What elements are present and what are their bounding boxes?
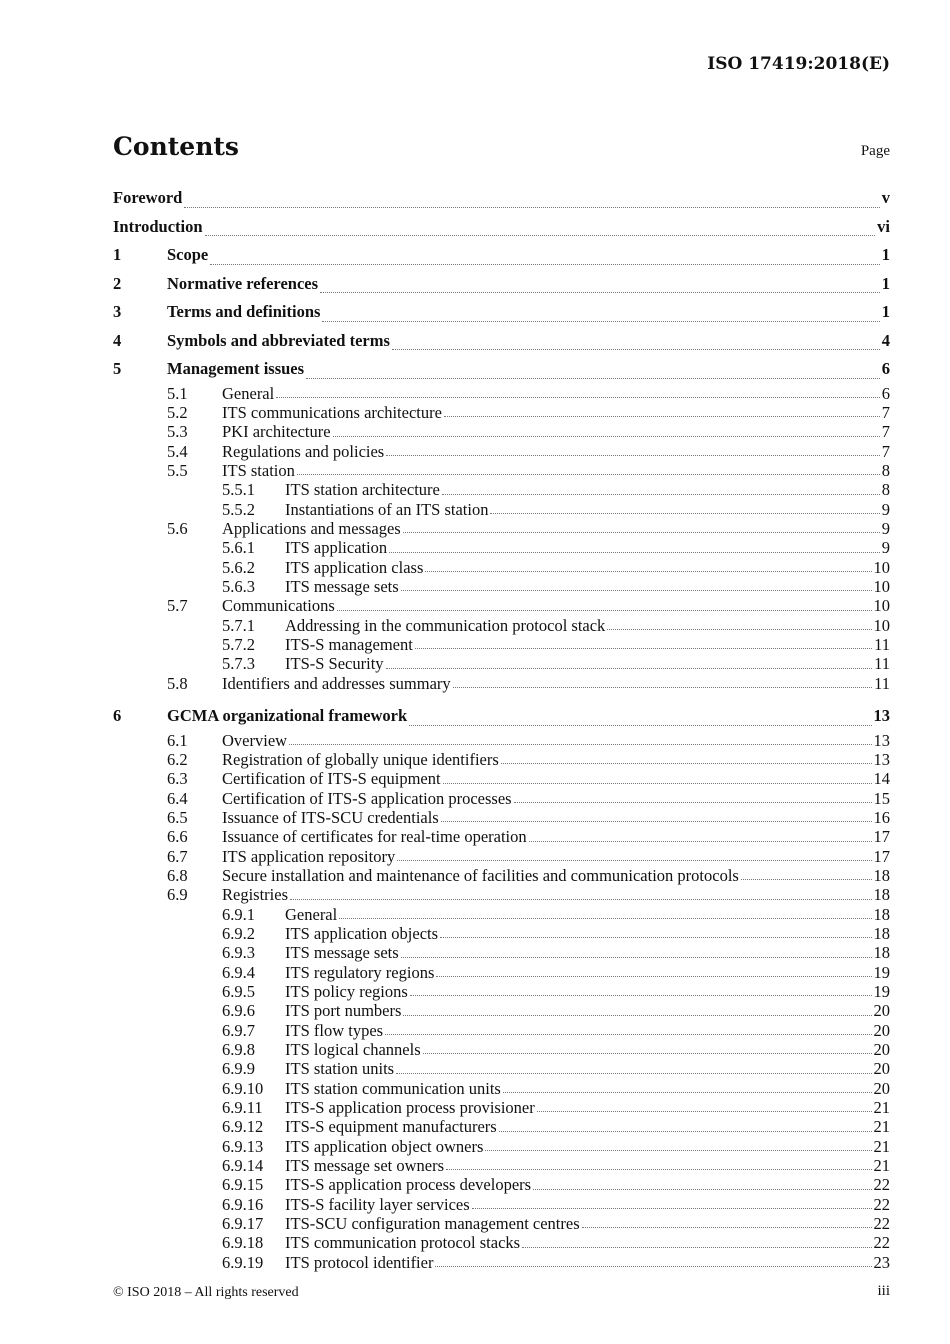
toc-entry-page[interactable]: 13 [873, 749, 890, 769]
toc-entry-page[interactable]: 16 [873, 807, 890, 827]
toc-entry[interactable] [113, 355, 890, 384]
toc-entry-page[interactable]: 1 [881, 245, 890, 264]
dot-leader [333, 430, 880, 437]
dot-leader [297, 468, 880, 475]
toc-entry-number: 6.9.9 [222, 1059, 255, 1079]
toc-entry-page[interactable]: 7 [881, 402, 890, 422]
toc-entry-number: 6.9.11 [222, 1098, 263, 1118]
toc-entry-title[interactable]: ITS-S equipment manufacturers [285, 1117, 497, 1137]
toc-entry-title[interactable]: Overview [222, 730, 288, 750]
toc-entry-title[interactable]: Terms and definitions [167, 302, 321, 321]
dot-leader [472, 1202, 872, 1209]
toc-entry-page[interactable]: 15 [873, 788, 890, 808]
toc-entry-number: 6.9.1 [222, 904, 255, 924]
dot-leader [514, 796, 872, 803]
toc-entry[interactable] [113, 1195, 890, 1214]
toc-entry-number: 6.9.19 [222, 1252, 264, 1272]
toc-entry-number: 6.9.17 [222, 1214, 264, 1234]
dot-leader [441, 815, 872, 822]
toc-entry[interactable] [113, 847, 890, 866]
dot-leader [537, 1105, 872, 1112]
toc-entry-number: 6.9.13 [222, 1136, 264, 1156]
toc-entry[interactable] [113, 596, 890, 615]
toc-entry[interactable] [113, 769, 890, 788]
toc-entry[interactable] [113, 213, 890, 242]
dot-leader [337, 604, 872, 611]
toc-entry[interactable] [113, 327, 890, 356]
toc-entry-number: 1 [113, 245, 122, 264]
toc-entry-title[interactable]: ITS application object owners [285, 1136, 484, 1156]
toc-entry-title[interactable]: Issuance of certificates for real-time operation [222, 827, 527, 847]
toc-entry[interactable] [113, 789, 890, 808]
dot-leader [386, 662, 873, 669]
toc-entry[interactable] [113, 1021, 890, 1040]
toc-entry[interactable] [113, 885, 890, 904]
toc-entry-title[interactable]: ITS-S application process developers [285, 1175, 532, 1195]
toc-entry-title[interactable]: ITS communications architecture [222, 402, 442, 422]
dot-leader [401, 951, 872, 958]
dot-leader [741, 873, 872, 880]
toc-entry-title[interactable]: ITS logical channels [285, 1040, 421, 1059]
toc-entry-page[interactable]: 13 [873, 706, 890, 725]
toc-entry-number: 5.6.1 [222, 538, 255, 558]
toc-entry-title[interactable]: ITS application objects [285, 923, 439, 943]
toc-entry-title[interactable]: ITS application repository [222, 846, 396, 866]
toc-entry-title[interactable]: Management issues [167, 359, 305, 378]
toc-entry-page[interactable]: 22 [873, 1214, 890, 1234]
toc-entry[interactable] [113, 1079, 890, 1098]
dot-leader [501, 757, 872, 764]
dot-leader [386, 449, 880, 456]
toc-entry-page[interactable]: 22 [873, 1175, 890, 1195]
toc-entry-page[interactable]: 14 [873, 769, 890, 789]
toc-entry-title[interactable]: ITS flow types [285, 1020, 384, 1040]
toc-entry-number: 5.5.1 [222, 480, 255, 500]
page-number: iii [877, 1283, 890, 1299]
toc-entry[interactable] [113, 808, 890, 827]
toc-entry-page[interactable]: vi [877, 216, 890, 236]
toc-entry-title[interactable]: ITS station units [285, 1059, 395, 1079]
toc-entry-number: 6.9.5 [222, 981, 255, 1001]
toc-entry-page[interactable]: 1 [881, 302, 890, 321]
toc-entry-title[interactable]: Certification of ITS-S application processes [222, 788, 512, 808]
toc-entry-title[interactable]: ITS-S management [285, 634, 413, 654]
dot-leader [435, 1260, 871, 1267]
toc-entry[interactable] [113, 519, 890, 538]
toc-entry-title[interactable]: ITS application [285, 538, 388, 558]
toc-entry-number: 6.9.14 [222, 1156, 264, 1176]
toc-entry-number: 6.9.16 [222, 1194, 264, 1214]
toc-entry[interactable] [113, 558, 890, 577]
toc-entry-page[interactable]: 18 [873, 885, 890, 905]
dot-leader [403, 1009, 871, 1016]
toc-entry[interactable] [113, 1175, 890, 1194]
dot-leader [205, 229, 876, 236]
toc-entry-title[interactable]: Normative references [167, 273, 319, 293]
toc-entry[interactable] [113, 827, 890, 846]
dot-leader [184, 201, 879, 208]
toc-entry-number: 6.2 [167, 749, 188, 769]
toc-entry-page[interactable]: 6 [881, 383, 890, 403]
toc-entry-title[interactable]: PKI architecture [222, 422, 331, 442]
toc-entry-page[interactable]: 21 [873, 1156, 890, 1176]
dot-leader [385, 1028, 871, 1035]
toc-entry[interactable] [113, 1117, 890, 1136]
toc-entry-number: 6.9.10 [222, 1078, 264, 1098]
toc-entry-page[interactable]: 23 [873, 1252, 890, 1272]
dot-leader [425, 565, 871, 572]
toc-entry-page[interactable]: 11 [874, 634, 890, 654]
toc-entry-number: 3 [113, 302, 122, 321]
toc-entry-number: 6.9.12 [222, 1117, 264, 1137]
toc-entry-number: 5.4 [167, 441, 188, 461]
dot-leader [306, 372, 880, 379]
toc-entry-title[interactable]: ITS policy regions [285, 981, 408, 1001]
toc-entry-page[interactable]: 22 [873, 1233, 890, 1253]
toc-entry[interactable] [113, 422, 890, 441]
table-of-contents [113, 184, 890, 1272]
toc-entry[interactable] [113, 538, 890, 557]
dot-leader [443, 777, 872, 784]
toc-entry[interactable] [113, 866, 890, 885]
document-id: ISO 17419:2018(E) [707, 54, 890, 74]
page-column-label: Page [860, 143, 890, 159]
toc-entry-page[interactable]: 21 [873, 1136, 890, 1156]
toc-entry-title[interactable]: Issuance of ITS-SCU credentials [222, 807, 439, 827]
toc-entry-number: 5 [113, 359, 122, 378]
toc-entry[interactable] [113, 1059, 890, 1078]
toc-entry-title[interactable]: Applications and messages [222, 518, 401, 538]
toc-entry[interactable] [113, 963, 890, 982]
toc-entry[interactable] [113, 905, 890, 924]
toc-entry-title[interactable]: Addressing in the communication protocol stack [285, 615, 606, 635]
dot-leader [453, 681, 872, 688]
toc-entry-title[interactable]: ITS port numbers [285, 1001, 402, 1021]
toc-entry[interactable] [113, 943, 890, 962]
toc-entry[interactable] [113, 480, 890, 499]
toc-entry-number: 5.5.2 [222, 499, 255, 519]
toc-entry-title[interactable]: ITS regulatory regions [285, 962, 435, 982]
dot-leader [607, 623, 871, 630]
toc-entry-title[interactable]: ITS message set owners [285, 1156, 445, 1176]
dot-leader [440, 931, 871, 938]
toc-entry-page[interactable]: 21 [873, 1098, 890, 1118]
dot-leader [529, 835, 872, 842]
dot-leader [522, 1241, 871, 1248]
toc-entry-page[interactable]: 7 [881, 422, 890, 442]
toc-entry-title[interactable]: ITS-S Security [285, 654, 384, 674]
dot-leader [403, 526, 880, 533]
toc-entry[interactable] [113, 1137, 890, 1156]
dot-leader [503, 1086, 872, 1093]
toc-entry[interactable] [113, 577, 890, 596]
toc-entry-page[interactable]: 8 [881, 460, 890, 480]
toc-entry-page[interactable]: 9 [881, 538, 890, 558]
toc-entry-page[interactable]: 19 [873, 981, 890, 1001]
toc-entry-title[interactable]: Instantiations of an ITS station [285, 499, 489, 519]
toc-entry-page[interactable]: 19 [873, 962, 890, 982]
dot-leader [290, 893, 872, 900]
toc-entry[interactable] [113, 1156, 890, 1175]
toc-entry-page[interactable]: 10 [873, 596, 890, 616]
toc-entry-number: 6.4 [167, 788, 188, 808]
toc-entry-title[interactable]: ITS-SCU configuration management centres [285, 1214, 580, 1234]
dot-leader [322, 315, 879, 322]
toc-entry-page[interactable]: 7 [881, 441, 890, 461]
toc-entry-number: 5.3 [167, 422, 188, 442]
dot-leader [397, 854, 871, 861]
toc-entry-number: 6.9.6 [222, 1001, 255, 1021]
dot-leader [415, 642, 872, 649]
toc-entry-page[interactable]: 20 [873, 1059, 890, 1079]
toc-entry-title[interactable]: Identifiers and addresses summary [222, 673, 451, 693]
dot-leader [320, 286, 880, 293]
toc-entry-title[interactable]: Secure installation and maintenance of facilities and communication protocols [222, 865, 739, 885]
toc-entry-page[interactable]: 10 [873, 615, 890, 635]
toc-entry[interactable] [113, 1214, 890, 1233]
toc-entry-page[interactable]: 9 [881, 499, 890, 519]
toc-entry-page[interactable]: v [881, 188, 890, 207]
toc-entry-number: 5.7.2 [222, 634, 255, 654]
toc-entry-number: 5.8 [167, 673, 188, 693]
toc-entry[interactable] [113, 750, 890, 769]
dot-leader [410, 989, 872, 996]
toc-entry[interactable] [113, 442, 890, 461]
toc-entry-page[interactable]: 20 [873, 1020, 890, 1040]
toc-entry-title[interactable]: ITS protocol identifier [285, 1252, 434, 1272]
copyright-notice: © ISO 2018 – All rights reserved [113, 1285, 299, 1300]
toc-entry-title[interactable]: Certification of ITS-S equipment [222, 769, 441, 789]
dot-leader [389, 546, 880, 553]
toc-entry[interactable] [113, 1233, 890, 1252]
toc-entry-title[interactable]: Introduction [113, 216, 203, 236]
toc-entry-title[interactable]: ITS application class [285, 557, 424, 577]
toc-entry-page[interactable]: 10 [873, 576, 890, 596]
toc-entry[interactable] [113, 635, 890, 654]
toc-entry-page[interactable]: 20 [873, 1040, 890, 1059]
toc-entry-number: 6.9.4 [222, 962, 255, 982]
toc-entry-title[interactable]: Communications [222, 596, 335, 616]
toc-entry[interactable] [113, 384, 890, 403]
toc-entry-number: 6.9.8 [222, 1040, 255, 1059]
toc-entry-number: 5.6.3 [222, 576, 255, 596]
toc-entry-number: 5.1 [167, 383, 188, 403]
toc-entry-number: 6.7 [167, 846, 188, 866]
dot-leader [490, 507, 879, 514]
dot-leader [436, 970, 871, 977]
toc-entry-title[interactable]: ITS-S application process provisioner [285, 1098, 535, 1118]
toc-entry-number: 6.9.7 [222, 1020, 255, 1040]
toc-entry-title[interactable]: General [222, 383, 275, 403]
contents-title: Contents [113, 132, 240, 161]
toc-entry-number: 5.6.2 [222, 557, 255, 577]
toc-entry-title[interactable]: General [285, 904, 338, 924]
toc-entry-title[interactable]: Regulations and policies [222, 441, 385, 461]
toc-entry-page[interactable]: 21 [873, 1117, 890, 1137]
toc-entry-number: 5.7.1 [222, 615, 255, 635]
toc-entry[interactable] [113, 461, 890, 480]
toc-entry-number: 6.9.18 [222, 1233, 264, 1253]
toc-entry[interactable] [113, 500, 890, 519]
toc-entry[interactable] [113, 982, 890, 1001]
dot-leader [289, 738, 871, 745]
toc-entry[interactable] [113, 924, 890, 943]
toc-entry-page[interactable]: 11 [874, 654, 890, 674]
dot-leader [339, 912, 871, 919]
toc-entry-title[interactable]: Registries [222, 885, 288, 905]
toc-entry[interactable] [113, 731, 890, 750]
toc-entry-number: 5.6 [167, 518, 188, 538]
toc-entry-page[interactable]: 20 [873, 1001, 890, 1021]
toc-entry-number: 6.9 [167, 885, 188, 905]
toc-entry-page[interactable]: 9 [881, 518, 890, 538]
dot-leader [442, 488, 880, 495]
toc-entry-number: 5.7 [167, 596, 188, 616]
toc-entry[interactable] [113, 702, 890, 731]
toc-entry-title[interactable]: ITS-S facility layer services [285, 1194, 470, 1214]
toc-entry-page[interactable]: 17 [873, 827, 890, 847]
toc-entry[interactable] [113, 1001, 890, 1020]
toc-entry-number: 2 [113, 273, 122, 293]
toc-entry-title[interactable]: ITS message sets [285, 943, 399, 963]
dot-leader [485, 1144, 871, 1151]
toc-entry-page[interactable]: 8 [881, 480, 890, 500]
dot-leader [210, 258, 880, 265]
dot-leader [446, 1163, 871, 1170]
toc-entry-number: 6.9.2 [222, 923, 255, 943]
toc-entry-title[interactable]: GCMA organizational framework [167, 706, 408, 725]
toc-entry-page[interactable]: 1 [881, 273, 890, 293]
dot-leader [444, 410, 880, 417]
dot-leader [396, 1067, 871, 1074]
toc-entry-page[interactable]: 18 [873, 923, 890, 943]
toc-entry[interactable] [113, 241, 890, 270]
toc-entry-title[interactable]: ITS station communication units [285, 1078, 501, 1098]
toc-entry[interactable] [113, 616, 890, 635]
toc-entry-number: 6.8 [167, 865, 188, 885]
toc-entry-title[interactable]: Symbols and abbreviated terms [167, 330, 390, 350]
toc-entry-title[interactable]: Foreword [113, 188, 183, 207]
toc-entry-page[interactable]: 17 [873, 846, 890, 866]
dot-leader [423, 1047, 872, 1054]
toc-entry[interactable] [113, 1098, 890, 1117]
toc-entry[interactable] [113, 1040, 890, 1059]
toc-entry-number: 6.1 [167, 730, 188, 750]
toc-entry-page[interactable]: 6 [881, 359, 890, 378]
toc-entry-page[interactable]: 22 [873, 1194, 890, 1214]
dot-leader [582, 1221, 872, 1228]
toc-entry-title[interactable]: Registration of globally unique identifiers [222, 749, 499, 769]
toc-entry-number: 6.9.3 [222, 943, 255, 963]
toc-entry-number: 5.2 [167, 402, 188, 422]
toc-entry-number: 6 [113, 706, 122, 725]
dot-leader [533, 1183, 871, 1190]
dot-leader [499, 1125, 872, 1132]
toc-entry-page[interactable]: 18 [873, 865, 890, 885]
toc-entry-page[interactable]: 18 [873, 943, 890, 963]
toc-entry[interactable] [113, 1253, 890, 1272]
dot-leader [409, 719, 871, 726]
toc-entry-number: 6.6 [167, 827, 188, 847]
toc-entry-number: 6.3 [167, 769, 188, 789]
dot-leader [392, 343, 880, 350]
toc-entry-page[interactable]: 11 [874, 673, 890, 693]
toc-entry[interactable] [113, 403, 890, 422]
toc-entry[interactable] [113, 270, 890, 299]
toc-entry-page[interactable]: 18 [873, 904, 890, 924]
toc-entry-number: 5.7.3 [222, 654, 255, 674]
toc-entry-page[interactable]: 13 [873, 730, 890, 750]
toc-entry-page[interactable]: 20 [873, 1078, 890, 1098]
toc-entry[interactable] [113, 184, 890, 213]
toc-entry[interactable] [113, 674, 890, 693]
toc-entry-title[interactable]: ITS message sets [285, 576, 399, 596]
toc-entry-title[interactable]: Scope [167, 245, 209, 264]
toc-entry-title[interactable]: ITS station architecture [285, 480, 440, 500]
toc-entry-page[interactable]: 4 [881, 330, 890, 350]
toc-entry-title[interactable]: ITS station [222, 460, 295, 480]
toc-entry-number: 4 [113, 330, 122, 350]
toc-entry-number: 5.5 [167, 460, 188, 480]
toc-entry-page[interactable]: 10 [873, 557, 890, 577]
dot-leader [401, 584, 872, 591]
toc-entry-title[interactable]: ITS communication protocol stacks [285, 1233, 521, 1253]
toc-entry-number: 6.5 [167, 807, 188, 827]
toc-entry[interactable] [113, 298, 890, 327]
toc-entry-number: 6.9.15 [222, 1175, 264, 1195]
toc-entry[interactable] [113, 654, 890, 673]
dot-leader [276, 391, 880, 398]
